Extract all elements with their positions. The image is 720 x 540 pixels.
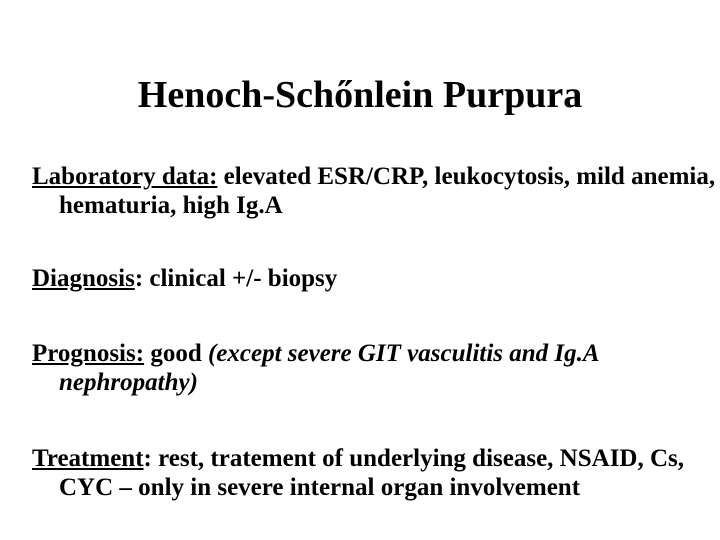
prognosis-label: Prognosis: xyxy=(32,340,145,367)
diagnosis-label: Diagnosis xyxy=(32,265,135,292)
prognosis-exception-text: (except severe GIT vasculitis and Ig.A nephropathy) xyxy=(59,340,599,396)
prognosis-text: good xyxy=(144,340,208,367)
slide-title: Henoch-Schőnlein Purpura xyxy=(137,74,583,116)
prognosis-paragraph xyxy=(32,339,719,397)
diagnosis-paragraph xyxy=(32,264,719,293)
treatment-text: : rest, tratement of underlying disease, NSAID, Cs, CYC – only in severe internal organ involvement xyxy=(59,445,685,501)
diagnosis-text: : clinical +/- biopsy xyxy=(134,265,338,292)
lab-data-label: Laboratory data: xyxy=(32,163,218,190)
treatment-paragraph xyxy=(32,444,719,502)
lab-data-text: elevated ESR/CRP, leukocytosis, mild anemia, hematuria, high Ig.A xyxy=(59,163,716,219)
treatment-label: Treatment xyxy=(32,445,144,472)
lab-data-paragraph xyxy=(32,162,719,220)
